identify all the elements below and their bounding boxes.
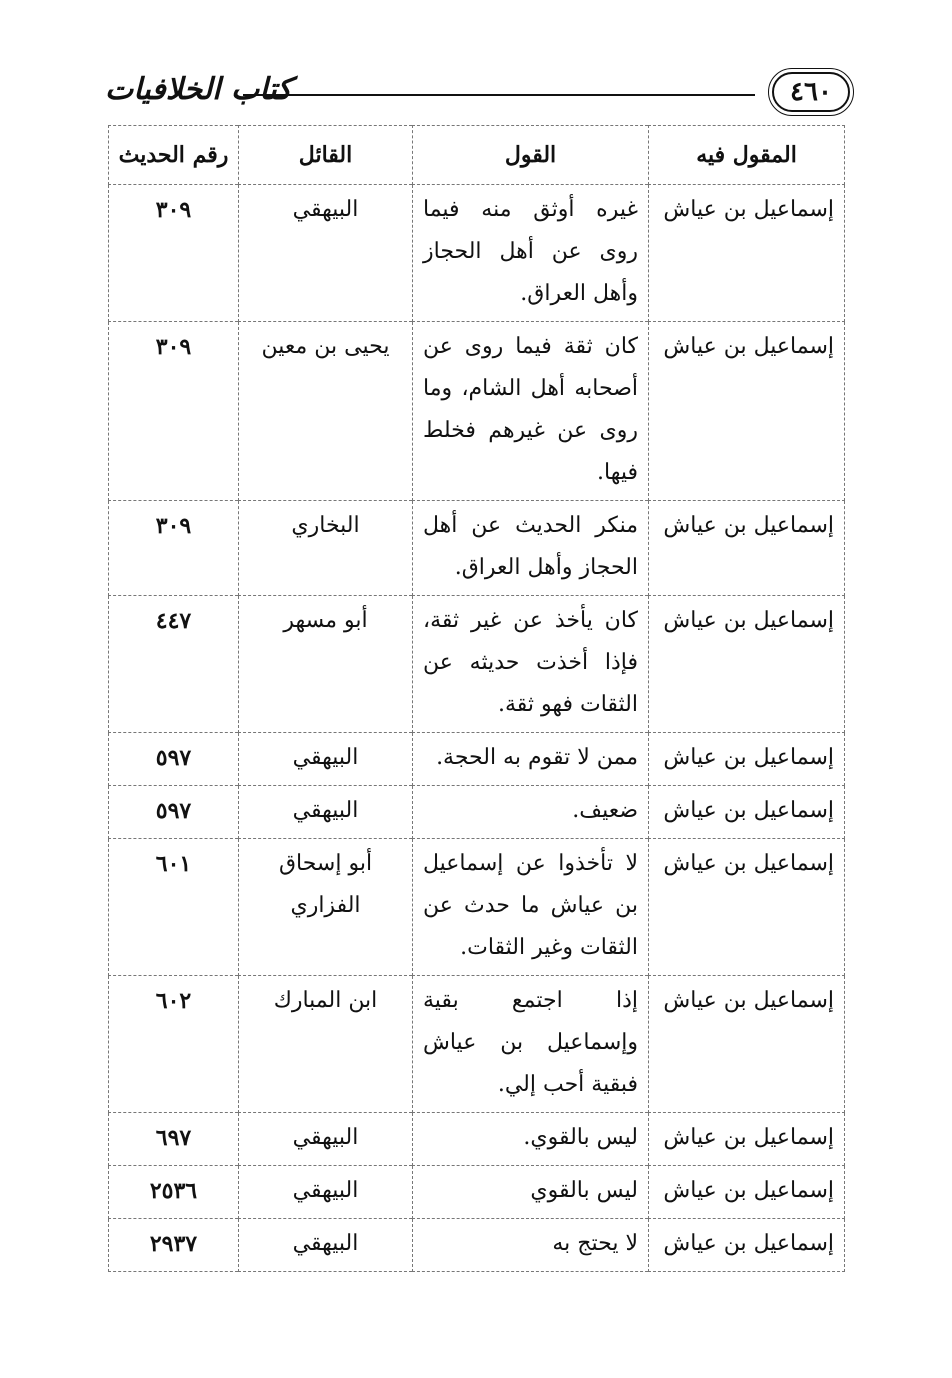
book-title: كتاب الخلافيات <box>105 72 292 107</box>
table-header-row <box>109 126 845 185</box>
cell-saying: لا تأخذوا عن إسماعيل بن عياش ما حدث عن الثقات وغير الثقات. <box>413 839 649 976</box>
cell-sayer: البخاري <box>239 501 413 596</box>
cell-sayer: البيهقي <box>239 1113 413 1166</box>
cell-sayer: البيهقي <box>239 185 413 322</box>
header-rule <box>243 94 755 96</box>
cell-subject: إسماعيل بن عياش <box>649 596 845 733</box>
cell-sayer: البيهقي <box>239 1219 413 1272</box>
cell-sayer: البيهقي <box>239 1166 413 1219</box>
table-row <box>109 1219 845 1272</box>
cell-subject: إسماعيل بن عياش <box>649 185 845 322</box>
table-row <box>109 501 845 596</box>
cell-number: ٢٩٣٧ <box>109 1219 239 1272</box>
cell-saying: كان ثقة فيما روى عن أصحابه أهل الشام، وما روى عن غيرهم فخلط فيها. <box>413 322 649 501</box>
cell-subject: إسماعيل بن عياش <box>649 1219 845 1272</box>
cell-number: ٦٠٢ <box>109 976 239 1113</box>
cell-sayer: ابن المبارك <box>239 976 413 1113</box>
table-row <box>109 1166 845 1219</box>
table-row <box>109 839 845 976</box>
cell-number: ٣٠٩ <box>109 185 239 322</box>
cell-saying: كان يأخذ عن غير ثقة، فإذا أخذت حديثه عن الثقات فهو ثقة. <box>413 596 649 733</box>
column-header-subject: المقول فيه <box>649 126 845 185</box>
column-header-sayer: القائل <box>239 126 413 185</box>
table-row <box>109 322 845 501</box>
cell-subject: إسماعيل بن عياش <box>649 733 845 786</box>
cell-subject: إسماعيل بن عياش <box>649 786 845 839</box>
table-row <box>109 1113 845 1166</box>
cell-sayer: يحيى بن معين <box>239 322 413 501</box>
cell-saying: لا يحتج به <box>413 1219 649 1272</box>
cell-saying: ليس بالقوي. <box>413 1113 649 1166</box>
page-number: ٤٦٠ <box>772 72 850 112</box>
cell-saying: غيره أوثق منه فيما روى عن أهل الحجاز وأهل العراق. <box>413 185 649 322</box>
narrators-table <box>108 125 845 1272</box>
cell-subject: إسماعيل بن عياش <box>649 501 845 596</box>
cell-subject: إسماعيل بن عياش <box>649 322 845 501</box>
cell-saying: ليس بالقوي <box>413 1166 649 1219</box>
cell-saying: ضعيف. <box>413 786 649 839</box>
table-body <box>109 185 845 1272</box>
cell-number: ٦٩٧ <box>109 1113 239 1166</box>
cell-saying: ممن لا تقوم به الحجة. <box>413 733 649 786</box>
column-header-saying: القول <box>413 126 649 185</box>
page-header <box>105 70 850 120</box>
cell-sayer: أبو إسحاق الفزاري <box>239 839 413 976</box>
cell-number: ٢٥٣٦ <box>109 1166 239 1219</box>
table-row <box>109 185 845 322</box>
cell-subject: إسماعيل بن عياش <box>649 1166 845 1219</box>
cell-number: ٣٠٩ <box>109 501 239 596</box>
cell-sayer: البيهقي <box>239 786 413 839</box>
table-row <box>109 596 845 733</box>
cell-sayer: أبو مسهر <box>239 596 413 733</box>
cell-saying: منكر الحديث عن أهل الحجاز وأهل العراق. <box>413 501 649 596</box>
table-row <box>109 733 845 786</box>
table-row <box>109 786 845 839</box>
cell-number: ٦٠١ <box>109 839 239 976</box>
table-row <box>109 976 845 1113</box>
cell-number: ٣٠٩ <box>109 322 239 501</box>
cell-number: ٤٤٧ <box>109 596 239 733</box>
cell-saying: إذا اجتمع بقية وإسماعيل بن عياش فبقية أحب إلي. <box>413 976 649 1113</box>
cell-subject: إسماعيل بن عياش <box>649 976 845 1113</box>
cell-number: ٥٩٧ <box>109 786 239 839</box>
cell-sayer: البيهقي <box>239 733 413 786</box>
cell-subject: إسماعيل بن عياش <box>649 839 845 976</box>
cell-subject: إسماعيل بن عياش <box>649 1113 845 1166</box>
cell-number: ٥٩٧ <box>109 733 239 786</box>
column-header-number: رقم الحديث <box>109 126 239 185</box>
